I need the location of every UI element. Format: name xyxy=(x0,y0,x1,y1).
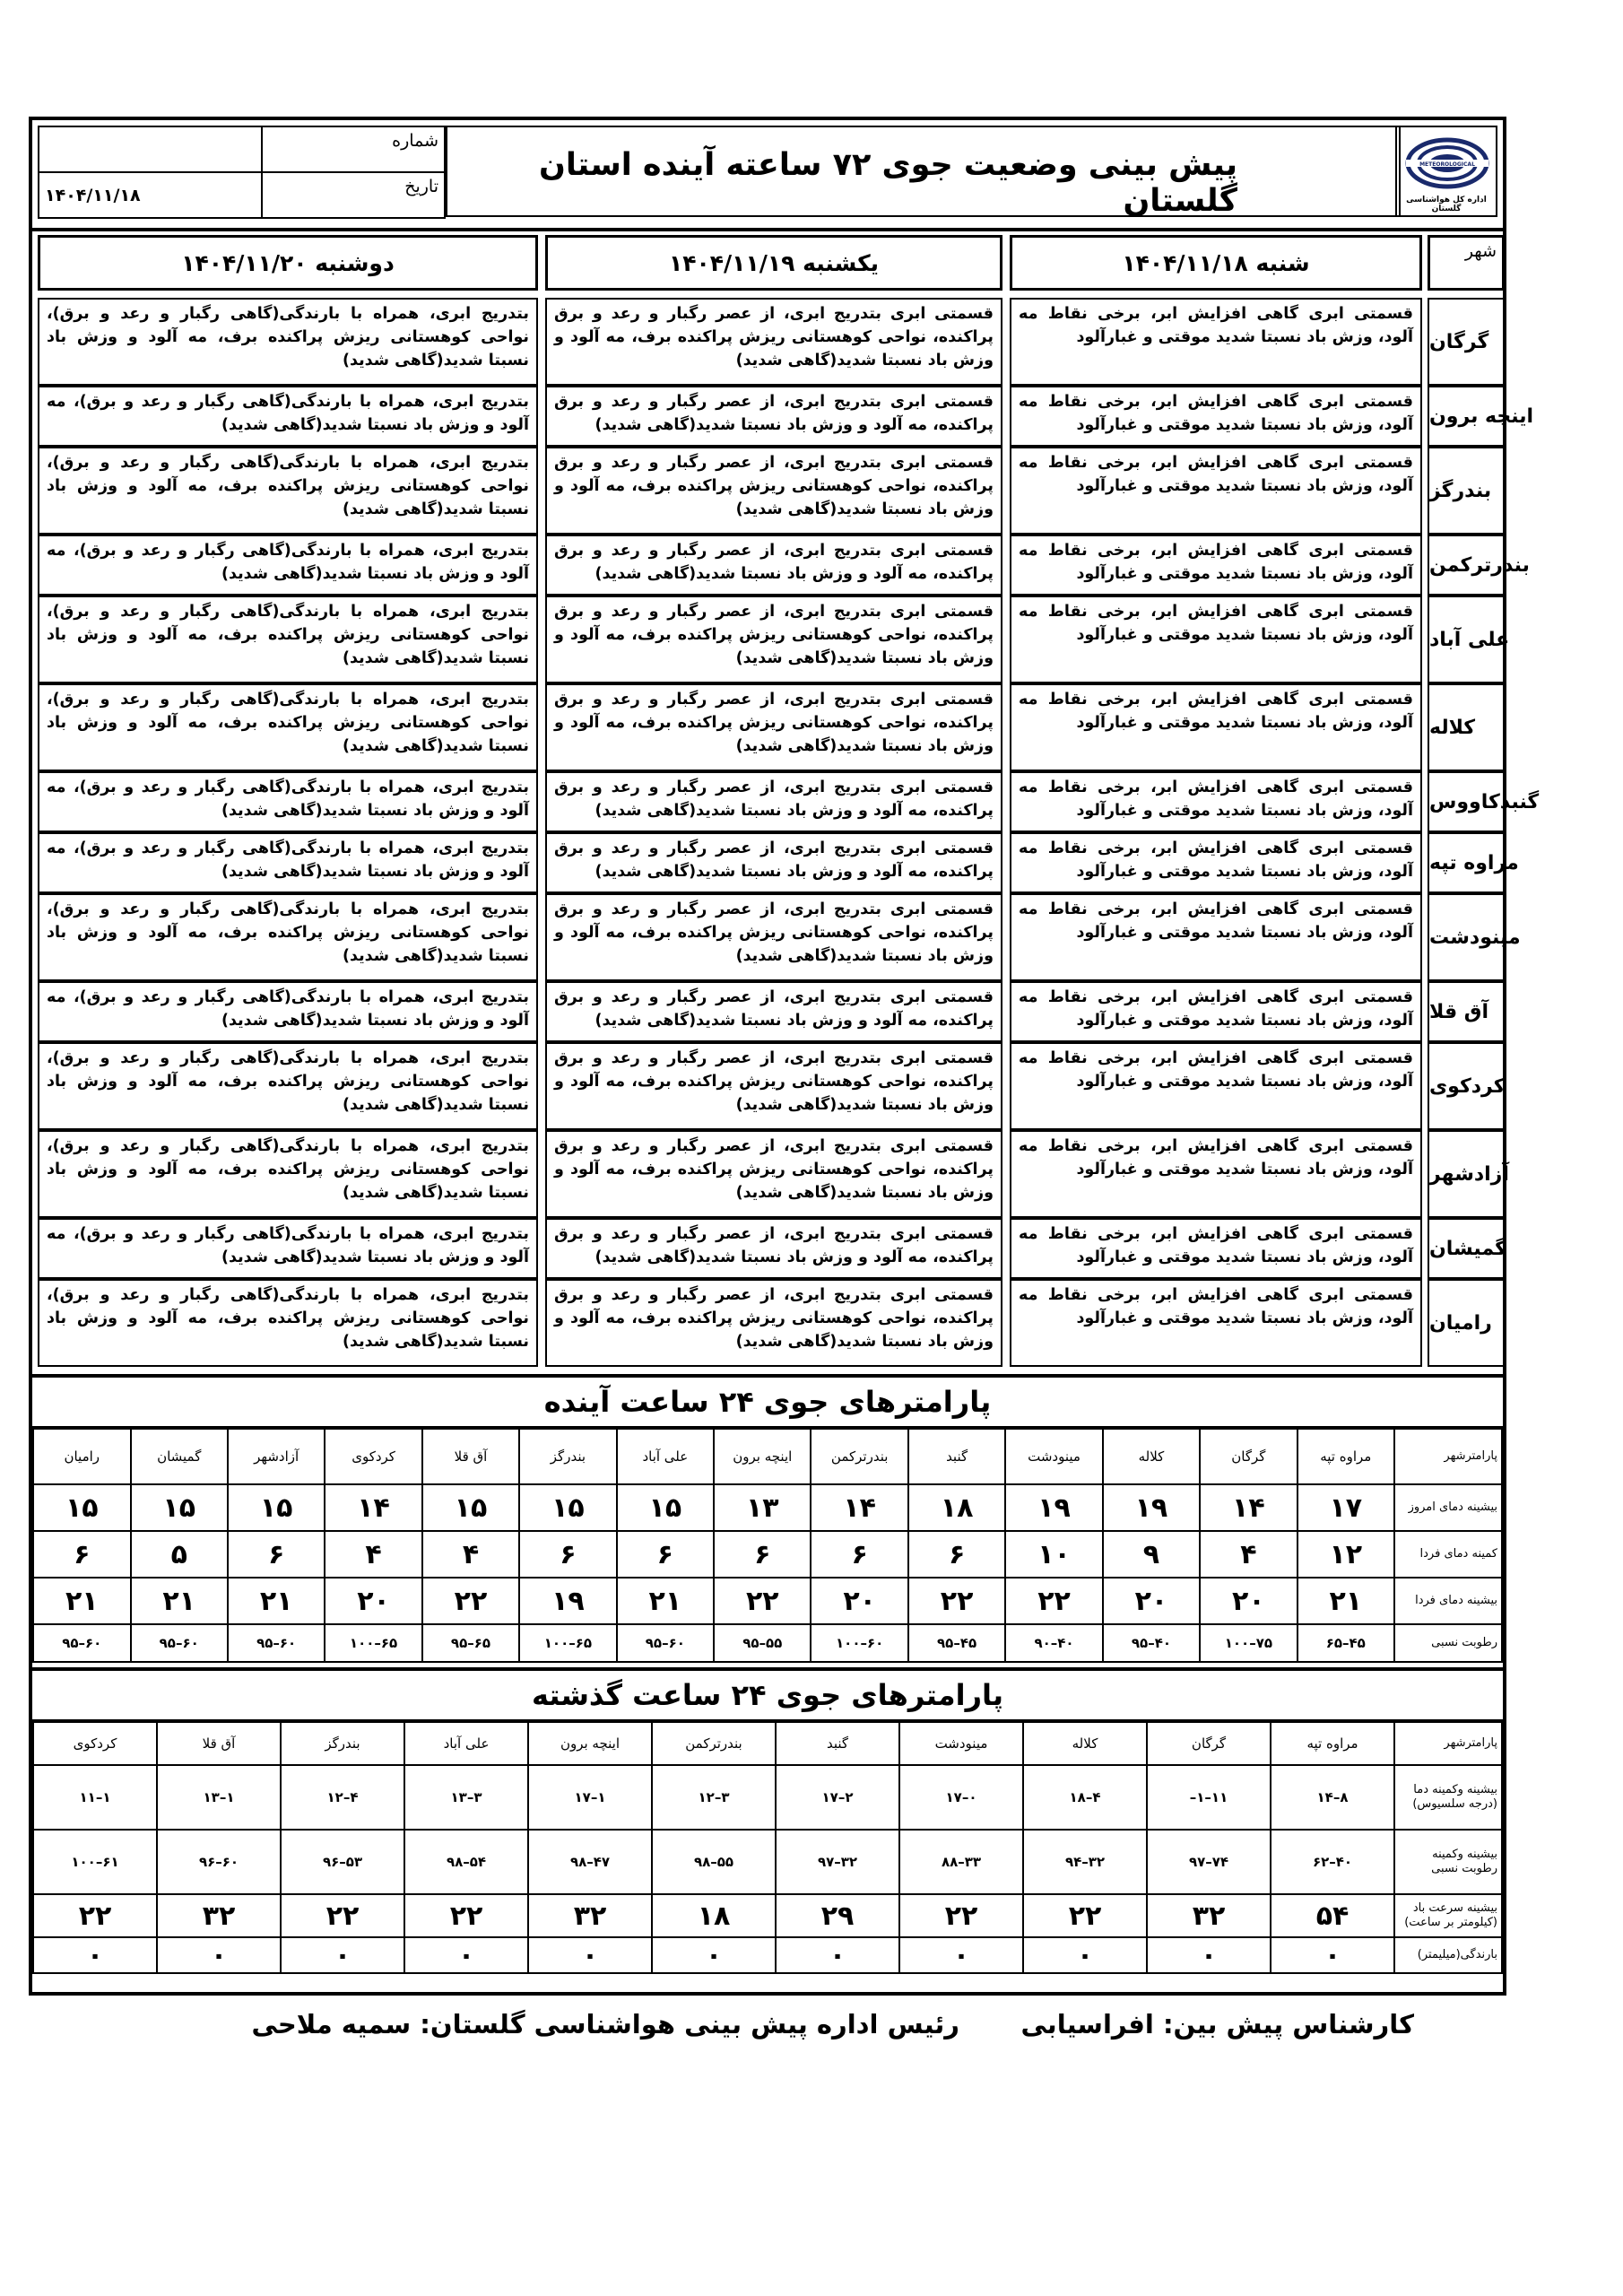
param-value: ۰ xyxy=(528,1937,652,1973)
forecast-cell-day1: قسمتی ابری گاهی افزایش ابر، برخی نقاط مه آلود، وزش باد نسبتا شدید موقتی و غبارآلود xyxy=(1010,1279,1422,1367)
forecast-cell-day3: بتدریج ابری، همراه با بارندگی(گاهی رگبار و رعد و برق)، نواحی کوهستانی ریزش پراکنده برف، مه آلود و وزش باد نسبتا شدید(گاهی شدید) xyxy=(38,1042,538,1130)
city-name: گنبدکاووس xyxy=(1428,771,1505,832)
param-value: ۰ xyxy=(776,1937,899,1973)
param-value: ۲۱ xyxy=(617,1578,714,1624)
forecast-cell-day1: قسمتی ابری گاهی افزایش ابر، برخی نقاط مه آلود، وزش باد نسبتا شدید موقتی و غبارآلود xyxy=(1010,832,1422,893)
param-city-header: آق قلا xyxy=(422,1429,519,1484)
param-city-header: مراوه تپه xyxy=(1271,1722,1394,1765)
param-city-header: مینودشت xyxy=(899,1722,1023,1765)
forecast-cell-day3: بتدریج ابری، همراه با بارندگی(گاهی رگبار و رعد و برق)، مه آلود و وزش باد نسبتا شدید(گاهی شدید) xyxy=(38,386,538,447)
forecast-cell-day2: قسمتی ابری بتدریج ابری، از عصر رگبار و رعد و برق پراکنده، مه آلود و وزش باد نسبتا شدید(گاهی شدید) xyxy=(545,1218,1002,1279)
param-value: ۰ xyxy=(1271,1937,1394,1973)
forecast-cell-day1: قسمتی ابری گاهی افزایش ابر، برخی نقاط مه آلود، وزش باد نسبتا شدید موقتی و غبارآلود xyxy=(1010,771,1422,832)
day-header-3: دوشنبه ۱۴۰۴/۱۱/۲۰ xyxy=(38,235,538,291)
forecast-cell-day2: قسمتی ابری بتدریج ابری، از عصر رگبار و رعد و برق پراکنده، نواحی کوهستانی ریزش پراکنده برف، مه آلود و وزش باد نسبتا شدید(گاهی شدید) xyxy=(545,298,1002,386)
param-city-header: کلاله xyxy=(1103,1429,1200,1484)
past24-title: پارامترهای جوی ۲۴ ساعت گذشته xyxy=(32,1667,1503,1721)
param-value: ۳–۱۳ xyxy=(404,1765,528,1830)
forecast-row xyxy=(32,893,1521,981)
city-name: کلاله xyxy=(1428,683,1505,771)
param-header-label: پارامترشهر xyxy=(1394,1429,1502,1484)
param-city-header: رامیان xyxy=(33,1429,131,1484)
forecast-row xyxy=(32,1218,1506,1279)
meteorological-logo-icon xyxy=(1404,136,1490,190)
param-value: ۶ xyxy=(811,1531,907,1578)
param-value: ۱۸ xyxy=(908,1484,1005,1531)
city-name: رامیان xyxy=(1428,1279,1505,1367)
head-signature: رئیس اداره پیش بینی هواشناسی گلستان: سمیه ملاحی xyxy=(251,2009,959,2039)
param-value: ۳۳–۸۸ xyxy=(899,1830,1023,1894)
param-value: ۲–۱۷ xyxy=(776,1765,899,1830)
param-value: ۱۵ xyxy=(228,1484,325,1531)
param-city-header: گنبد xyxy=(908,1429,1005,1484)
param-value: ۱۰ xyxy=(1005,1531,1102,1578)
forecast-row xyxy=(32,596,1510,683)
forecast-cell-day2: قسمتی ابری بتدریج ابری، از عصر رگبار و رعد و برق پراکنده، مه آلود و وزش باد نسبتا شدید(گاهی شدید) xyxy=(545,386,1002,447)
header xyxy=(32,120,1503,231)
param-value: ۱۹ xyxy=(1103,1484,1200,1531)
forecast-cell-day1: قسمتی ابری گاهی افزایش ابر، برخی نقاط مه آلود، وزش باد نسبتا شدید موقتی و غبارآلود xyxy=(1010,683,1422,771)
param-value: ۵۵–۹۸ xyxy=(652,1830,776,1894)
param-city-header: بندرگز xyxy=(281,1722,404,1765)
param-value: ۳۲ xyxy=(1147,1894,1271,1937)
param-value: ۰ xyxy=(899,1937,1023,1973)
param-row-label: بیشینه سرعت باد (کیلومتر بر ساعت) xyxy=(1394,1894,1502,1937)
param-value: ۵۳–۹۶ xyxy=(281,1830,404,1894)
param-city-header: بندرترکمن xyxy=(811,1429,907,1484)
param-value: ۲۲ xyxy=(33,1894,157,1937)
param-value: ۴۰–۹۰ xyxy=(1005,1624,1102,1662)
forecast-cell-day3: بتدریج ابری، همراه با بارندگی(گاهی رگبار و رعد و برق)، مه آلود و وزش باد نسبتا شدید(گاهی شدید) xyxy=(38,832,538,893)
param-city-header: بندرترکمن xyxy=(652,1722,776,1765)
forecast-row xyxy=(32,298,1503,386)
param-row xyxy=(33,1578,1502,1624)
param-value: ۱۳ xyxy=(714,1484,811,1531)
param-row-label: رطوبت نسبی xyxy=(1394,1624,1502,1662)
param-value: ۶ xyxy=(617,1531,714,1578)
forecast-row xyxy=(32,832,1519,893)
title-box xyxy=(446,126,1401,217)
forecast-cell-day2: قسمتی ابری بتدریج ابری، از عصر رگبار و رعد و برق پراکنده، نواحی کوهستانی ریزش پراکنده برف، مه آلود و وزش باد نسبتا شدید(گاهی شدید) xyxy=(545,893,1002,981)
param-row xyxy=(33,1830,1502,1894)
city-name: بندرگز xyxy=(1428,447,1505,535)
past24-table xyxy=(32,1721,1503,1974)
param-value: ۶۵–۱۰۰ xyxy=(519,1624,616,1662)
forecaster-signature: کارشناس پیش بین: افراسیابی xyxy=(1020,2009,1414,2039)
param-row-label: بیشینه دمای امروز xyxy=(1394,1484,1502,1531)
forecast-cell-day3: بتدریج ابری، همراه با بارندگی(گاهی رگبار و رعد و برق)، مه آلود و وزش باد نسبتا شدید(گاهی شدید) xyxy=(38,535,538,596)
param-value: ۴–۱۲ xyxy=(281,1765,404,1830)
city-name: گرگان xyxy=(1428,298,1505,386)
param-city-header: گمیشان xyxy=(131,1429,228,1484)
param-value: ۰–۱۷ xyxy=(899,1765,1023,1830)
param-value: ۲۰ xyxy=(811,1578,907,1624)
param-value: ۲۲ xyxy=(714,1578,811,1624)
forecast-cell-day3: بتدریج ابری، همراه با بارندگی(گاهی رگبار و رعد و برق)، نواحی کوهستانی ریزش پراکنده برف، مه آلود و وزش باد نسبتا شدید(گاهی شدید) xyxy=(38,447,538,535)
param-value: ۱۵ xyxy=(131,1484,228,1531)
forecast-cell-day2: قسمتی ابری بتدریج ابری، از عصر رگبار و رعد و برق پراکنده، مه آلود و وزش باد نسبتا شدید(گاهی شدید) xyxy=(545,535,1002,596)
param-row-label: بیشینه وکمینه رطوبت نسبی xyxy=(1394,1830,1502,1894)
param-value: ۲۲ xyxy=(1023,1894,1147,1937)
param-value: ۰ xyxy=(33,1937,157,1973)
forecast-cell-day1: قسمتی ابری گاهی افزایش ابر، برخی نقاط مه آلود، وزش باد نسبتا شدید موقتی و غبارآلود xyxy=(1010,447,1422,535)
param-value: ۱–۱۷ xyxy=(528,1765,652,1830)
param-value: ۲۰ xyxy=(325,1578,421,1624)
param-value: ۶۵–۹۵ xyxy=(422,1624,519,1662)
forecast-row xyxy=(32,771,1540,832)
param-row-label: بیشینه وکمینه دما (درجه سلسیوس) xyxy=(1394,1765,1502,1830)
forecast-cell-day2: قسمتی ابری بتدریج ابری، از عصر رگبار و رعد و برق پراکنده، مه آلود و وزش باد نسبتا شدید(گاهی شدید) xyxy=(545,981,1002,1042)
param-value: ۸–۱۴ xyxy=(1271,1765,1394,1830)
param-value: ۱–۱۳ xyxy=(157,1765,281,1830)
city-name: آزادشهر xyxy=(1428,1130,1505,1218)
param-value: ۲۱ xyxy=(131,1578,228,1624)
forecast-row xyxy=(32,683,1503,771)
param-value: ۴–۱۸ xyxy=(1023,1765,1147,1830)
forecast-cell-day3: بتدریج ابری، همراه با بارندگی(گاهی رگبار و رعد و برق)، مه آلود و وزش باد نسبتا شدید(گاهی شدید) xyxy=(38,981,538,1042)
param-value: ۳۲–۹۷ xyxy=(776,1830,899,1894)
param-value: ۳۲–۹۴ xyxy=(1023,1830,1147,1894)
param-value: ۱۹ xyxy=(1005,1484,1102,1531)
param-row xyxy=(33,1894,1502,1937)
param-row xyxy=(33,1531,1502,1578)
city-name: گمیشان xyxy=(1428,1218,1505,1279)
param-value: ۹ xyxy=(1103,1531,1200,1578)
param-value: ۴۰–۹۵ xyxy=(1103,1624,1200,1662)
param-value: ۱۷ xyxy=(1298,1484,1394,1531)
forecast-cell-day3: بتدریج ابری، همراه با بارندگی(گاهی رگبار و رعد و برق)، نواحی کوهستانی ریزش پراکنده برف، مه آلود و وزش باد نسبتا شدید(گاهی شدید) xyxy=(38,1279,538,1367)
forecast-cell-day1: قسمتی ابری گاهی افزایش ابر، برخی نقاط مه آلود، وزش باد نسبتا شدید موقتی و غبارآلود xyxy=(1010,981,1422,1042)
param-city-header: کلاله xyxy=(1023,1722,1147,1765)
param-value: ۱۵ xyxy=(33,1484,131,1531)
param-value: ۵ xyxy=(131,1531,228,1578)
param-city-header: علی آباد xyxy=(617,1429,714,1484)
param-row xyxy=(33,1484,1502,1531)
forecast-cell-day1: قسمتی ابری گاهی افزایش ابر، برخی نقاط مه آلود، وزش باد نسبتا شدید موقتی و غبارآلود xyxy=(1010,1218,1422,1279)
forecast-row xyxy=(32,1130,1509,1218)
param-value: ۲۰ xyxy=(1103,1578,1200,1624)
param-value: ۱۵ xyxy=(617,1484,714,1531)
forecast-cell-day2: قسمتی ابری بتدریج ابری، از عصر رگبار و رعد و برق پراکنده، نواحی کوهستانی ریزش پراکنده برف، مه آلود و وزش باد نسبتا شدید(گاهی شدید) xyxy=(545,596,1002,683)
city-name: اینچه برون xyxy=(1428,386,1505,447)
meta-table xyxy=(38,126,446,219)
param-value: ۲۱ xyxy=(1298,1578,1394,1624)
param-value: ۲۲ xyxy=(908,1578,1005,1624)
param-city-header: گرگان xyxy=(1200,1429,1297,1484)
param-value: ۶۰–۹۵ xyxy=(33,1624,131,1662)
param-value: ۷۴–۹۷ xyxy=(1147,1830,1271,1894)
day-header-1: شنبه ۱۴۰۴/۱۱/۱۸ xyxy=(1010,235,1422,291)
city-name: کردکوی xyxy=(1428,1042,1505,1130)
param-city-header: کردکوی xyxy=(33,1722,157,1765)
param-value: ۱–۱۱ xyxy=(33,1765,157,1830)
param-city-header: اینچه برون xyxy=(528,1722,652,1765)
param-value: ۶ xyxy=(33,1531,131,1578)
param-value: ۶ xyxy=(228,1531,325,1578)
param-value: ۶۰–۹۶ xyxy=(157,1830,281,1894)
param-value: ۶ xyxy=(908,1531,1005,1578)
forecast-row xyxy=(32,447,1503,535)
param-value: ۶ xyxy=(714,1531,811,1578)
forecast-row xyxy=(32,386,1534,447)
param-value: ۶۰–۹۵ xyxy=(228,1624,325,1662)
param-value: ۵۴ xyxy=(1271,1894,1394,1937)
forecast-cell-day1: قسمتی ابری گاهی افزایش ابر، برخی نقاط مه آلود، وزش باد نسبتا شدید موقتی و غبارآلود xyxy=(1010,298,1422,386)
date-label: تاریخ xyxy=(262,172,445,218)
forecast-cell-day3: بتدریج ابری، همراه با بارندگی(گاهی رگبار و رعد و برق)، مه آلود و وزش باد نسبتا شدید(گاهی شدید) xyxy=(38,771,538,832)
param-city-header: اینچه برون xyxy=(714,1429,811,1484)
forecast-cell-day2: قسمتی ابری بتدریج ابری، از عصر رگبار و رعد و برق پراکنده، نواحی کوهستانی ریزش پراکنده برف، مه آلود و وزش باد نسبتا شدید(گاهی شدید) xyxy=(545,1042,1002,1130)
param-value: ۵۵–۹۵ xyxy=(714,1624,811,1662)
param-value: ۲۲ xyxy=(899,1894,1023,1937)
param-value: ۱۱–۱– xyxy=(1147,1765,1271,1830)
forecast-cell-day1: قسمتی ابری گاهی افزایش ابر، برخی نقاط مه آلود، وزش باد نسبتا شدید موقتی و غبارآلود xyxy=(1010,535,1422,596)
forecast-row xyxy=(32,535,1530,596)
param-value: ۱۵ xyxy=(422,1484,519,1531)
param-value: ۴۵–۶۵ xyxy=(1298,1624,1394,1662)
param-value: ۱۲ xyxy=(1298,1531,1394,1578)
forecast-cell-day2: قسمتی ابری بتدریج ابری، از عصر رگبار و رعد و برق پراکنده، نواحی کوهستانی ریزش پراکنده برف، مه آلود و وزش باد نسبتا شدید(گاهی شدید) xyxy=(545,447,1002,535)
date-value: ۱۴۰۴/۱۱/۱۸ xyxy=(39,172,262,218)
param-value: ۳–۱۲ xyxy=(652,1765,776,1830)
forecast-cell-day1: قسمتی ابری گاهی افزایش ابر، برخی نقاط مه آلود، وزش باد نسبتا شدید موقتی و غبارآلود xyxy=(1010,1130,1422,1218)
param-city-header: علی آباد xyxy=(404,1722,528,1765)
day-header-2: یکشنبه ۱۴۰۴/۱۱/۱۹ xyxy=(545,235,1002,291)
param-value: ۷۵–۱۰۰ xyxy=(1200,1624,1297,1662)
logo-box xyxy=(1395,126,1497,217)
param-value: ۳۲ xyxy=(528,1894,652,1937)
forecast-cell-day3: بتدریج ابری، همراه با بارندگی(گاهی رگبار و رعد و برق)، مه آلود و وزش باد نسبتا شدید(گاهی شدید) xyxy=(38,1218,538,1279)
param-row-label: کمینه دمای فردا xyxy=(1394,1531,1502,1578)
param-value: ۱۸ xyxy=(652,1894,776,1937)
param-city-header: آق قلا xyxy=(157,1722,281,1765)
param-row xyxy=(33,1765,1502,1830)
forecast-sheet xyxy=(29,117,1540,1996)
param-value: ۰ xyxy=(281,1937,404,1973)
param-city-header: کردکوی xyxy=(325,1429,421,1484)
param-row-label: بیشینه دمای فردا xyxy=(1394,1578,1502,1624)
number-value xyxy=(39,126,262,172)
param-header-label: پارامترشهر xyxy=(1394,1722,1502,1765)
forecast-cell-day2: قسمتی ابری بتدریج ابری، از عصر رگبار و رعد و برق پراکنده، مه آلود و وزش باد نسبتا شدید(گاهی شدید) xyxy=(545,771,1002,832)
next24-table xyxy=(32,1428,1503,1663)
forecast-cell-day1: قسمتی ابری گاهی افزایش ابر، برخی نقاط مه آلود، وزش باد نسبتا شدید موقتی و غبارآلود xyxy=(1010,596,1422,683)
param-city-header: بندرگز xyxy=(519,1429,616,1484)
param-header-row xyxy=(33,1429,1502,1484)
forecast-row xyxy=(32,1042,1506,1130)
param-city-header: گنبد xyxy=(776,1722,899,1765)
forecast-cell-day2: قسمتی ابری بتدریج ابری، از عصر رگبار و رعد و برق پراکنده، مه آلود و وزش باد نسبتا شدید(گاهی شدید) xyxy=(545,832,1002,893)
param-value: ۱۴ xyxy=(325,1484,421,1531)
forecast-cell-day3: بتدریج ابری، همراه با بارندگی(گاهی رگبار و رعد و برق)، نواحی کوهستانی ریزش پراکنده برف، مه آلود و وزش باد نسبتا شدید(گاهی شدید) xyxy=(38,298,538,386)
param-value: ۲۲ xyxy=(1005,1578,1102,1624)
param-value: ۲۲ xyxy=(404,1894,528,1937)
city-name: علی آباد xyxy=(1428,596,1505,683)
city-name: مراوه تپه xyxy=(1428,832,1505,893)
param-value: ۶۰–۹۵ xyxy=(617,1624,714,1662)
param-value: ۲۱ xyxy=(33,1578,131,1624)
forecast-cell-day2: قسمتی ابری بتدریج ابری، از عصر رگبار و رعد و برق پراکنده، نواحی کوهستانی ریزش پراکنده برف، مه آلود و وزش باد نسبتا شدید(گاهی شدید) xyxy=(545,683,1002,771)
city-name: بندرترکمن xyxy=(1428,535,1505,596)
forecast-cell-day1: قسمتی ابری گاهی افزایش ابر، برخی نقاط مه آلود، وزش باد نسبتا شدید موقتی و غبارآلود xyxy=(1010,893,1422,981)
param-city-header: مراوه تپه xyxy=(1298,1429,1394,1484)
param-value: ۴۵–۹۵ xyxy=(908,1624,1005,1662)
param-value: ۴ xyxy=(325,1531,421,1578)
param-city-header: آزادشهر xyxy=(228,1429,325,1484)
param-value: ۱۴ xyxy=(1200,1484,1297,1531)
forecast-row xyxy=(32,981,1503,1042)
param-value: ۱۵ xyxy=(519,1484,616,1531)
param-value: ۰ xyxy=(404,1937,528,1973)
param-value: ۱۹ xyxy=(519,1578,616,1624)
forecast-cell-day2: قسمتی ابری بتدریج ابری، از عصر رگبار و رعد و برق پراکنده، نواحی کوهستانی ریزش پراکنده برف، مه آلود و وزش باد نسبتا شدید(گاهی شدید) xyxy=(545,1279,1002,1367)
next24-title: پارامترهای جوی ۲۴ ساعت آینده xyxy=(32,1374,1503,1428)
param-row xyxy=(33,1937,1502,1973)
param-header-row xyxy=(33,1722,1502,1765)
param-value: ۴۰–۶۲ xyxy=(1271,1830,1394,1894)
param-value: ۲۹ xyxy=(776,1894,899,1937)
param-value: ۶۰–۹۵ xyxy=(131,1624,228,1662)
param-value: ۶۱–۱۰۰ xyxy=(33,1830,157,1894)
param-value: ۲۲ xyxy=(422,1578,519,1624)
forecast-cell-day2: قسمتی ابری بتدریج ابری، از عصر رگبار و رعد و برق پراکنده، نواحی کوهستانی ریزش پراکنده برف، مه آلود و وزش باد نسبتا شدید(گاهی شدید) xyxy=(545,1130,1002,1218)
param-value: ۲۰ xyxy=(1200,1578,1297,1624)
forecast-cell-day1: قسمتی ابری گاهی افزایش ابر، برخی نقاط مه آلود، وزش باد نسبتا شدید موقتی و غبارآلود xyxy=(1010,1042,1422,1130)
forecast-cell-day3: بتدریج ابری، همراه با بارندگی(گاهی رگبار و رعد و برق)، نواحی کوهستانی ریزش پراکنده برف، مه آلود و وزش باد نسبتا شدید(گاهی شدید) xyxy=(38,893,538,981)
param-city-header: مینودشت xyxy=(1005,1429,1102,1484)
param-value: ۴۷–۹۸ xyxy=(528,1830,652,1894)
param-value: ۶۰–۱۰۰ xyxy=(811,1624,907,1662)
city-name: آق قلا xyxy=(1428,981,1505,1042)
city-column-header: شهر xyxy=(1428,235,1505,291)
param-value: ۳۲ xyxy=(157,1894,281,1937)
param-value: ۰ xyxy=(652,1937,776,1973)
param-value: ۱۴ xyxy=(811,1484,907,1531)
param-value: ۰ xyxy=(1023,1937,1147,1973)
number-label: شماره xyxy=(262,126,445,172)
param-row-label: بارندگی(میلیمتر) xyxy=(1394,1937,1502,1973)
param-value: ۰ xyxy=(157,1937,281,1973)
logo-caption: اداره کل هواشناسی گلستان xyxy=(1406,196,1487,213)
param-value: ۴ xyxy=(422,1531,519,1578)
forecast-row xyxy=(32,1279,1503,1367)
param-value: ۰ xyxy=(1147,1937,1271,1973)
svg-text:METEOROLOGICAL: METEOROLOGICAL xyxy=(1419,161,1475,168)
forecast-cell-day1: قسمتی ابری گاهی افزایش ابر، برخی نقاط مه آلود، وزش باد نسبتا شدید موقتی و غبارآلود xyxy=(1010,386,1422,447)
param-value: ۴ xyxy=(1200,1531,1297,1578)
param-value: ۶۵–۱۰۰ xyxy=(325,1624,421,1662)
param-value: ۶ xyxy=(519,1531,616,1578)
forecast-cell-day3: بتدریج ابری، همراه با بارندگی(گاهی رگبار و رعد و برق)، نواحی کوهستانی ریزش پراکنده برف، مه آلود و وزش باد نسبتا شدید(گاهی شدید) xyxy=(38,596,538,683)
city-name: مینودشت xyxy=(1428,893,1505,981)
forecast-cell-day3: بتدریج ابری، همراه با بارندگی(گاهی رگبار و رعد و برق)، نواحی کوهستانی ریزش پراکنده برف، مه آلود و وزش باد نسبتا شدید(گاهی شدید) xyxy=(38,1130,538,1218)
param-value: ۲۱ xyxy=(228,1578,325,1624)
page-title: پیش بینی وضعیت جوی ۷۲ ساعته آینده استان گلستان xyxy=(539,147,1237,219)
param-value: ۲۲ xyxy=(281,1894,404,1937)
param-value: ۵۴–۹۸ xyxy=(404,1830,528,1894)
param-row xyxy=(33,1624,1502,1662)
param-city-header: گرگان xyxy=(1147,1722,1271,1765)
forecast-cell-day3: بتدریج ابری، همراه با بارندگی(گاهی رگبار و رعد و برق)، نواحی کوهستانی ریزش پراکنده برف، مه آلود و وزش باد نسبتا شدید(گاهی شدید) xyxy=(38,683,538,771)
